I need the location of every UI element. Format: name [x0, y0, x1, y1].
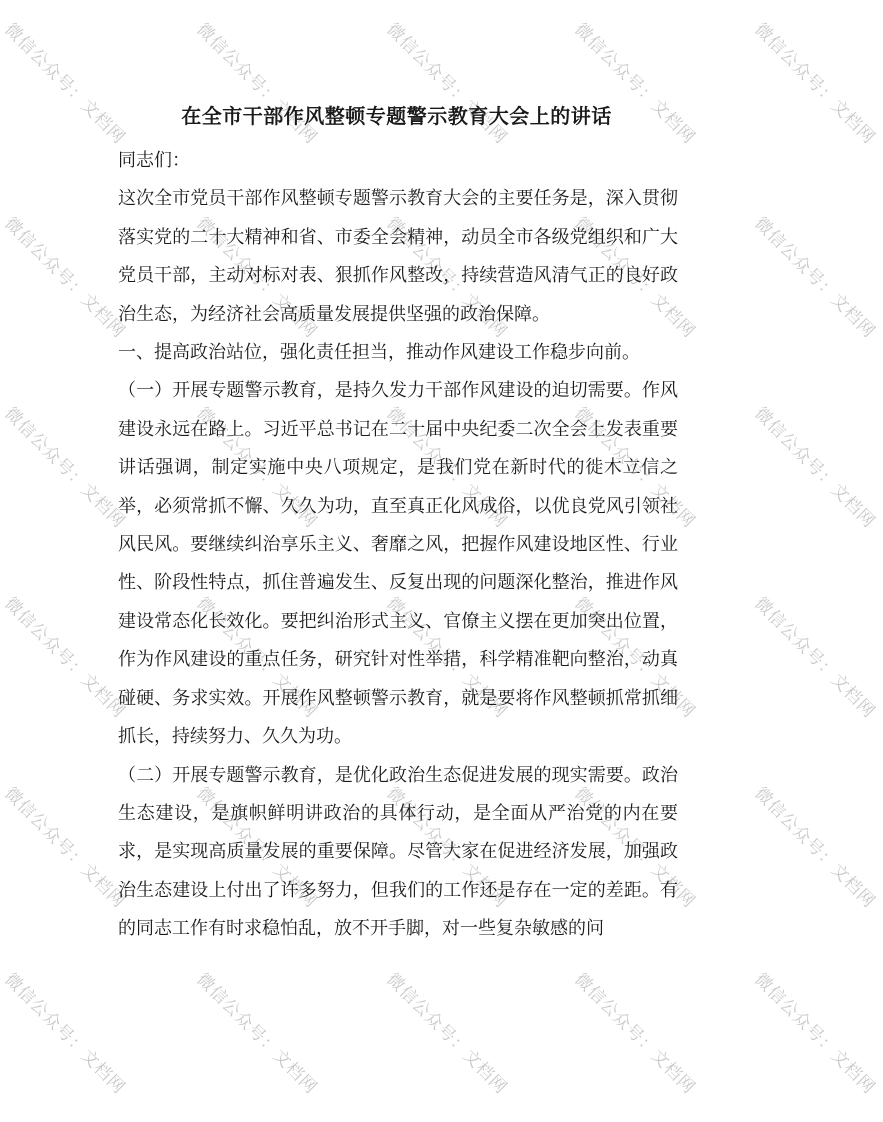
document-title: 在全市干部作风整顿专题警示教育大会上的讲话	[181, 104, 612, 128]
watermark: 微信公众号：文档网	[382, 403, 512, 533]
paragraph-subsection-2: （二）开展专题警示教育，是优化政治生态促进发展的现实需要。政治生态建设，是旗帜鲜明讲政治的具体行动，是全面从严治党的内在要求，是实现高质量发展的重要保障。尽管大家在促进经济发展，加强政治生态建设上付出了许多努力，但我们的工作还是存在一定的差距。有的同志工作有时求稳怕乱，放不开手脚，对一些复杂敏感的问	[118, 764, 678, 940]
watermark: 微信公众号：文档网	[382, 213, 512, 343]
watermark: 微信公众号：文档网	[0, 213, 130, 343]
section-heading-1: 一、提高政治站位，强化责任担当，推动作风建设工作稳步向前。	[118, 342, 640, 364]
watermark: 微信公众号：文档网	[570, 403, 700, 533]
paragraph-subsection-1: （一）开展专题警示教育，是持久发力干部作风建设的迫切需要。作风建设永远在路上。习近平总书记在二十届中央纪委二次全会上发表重要讲话强调，制定实施中央八项规定，是我们党在新时代的徙木立信之举，必须常抓不懈、久久为功，直至真正化风成俗，以优良党风引领社风民风。要继续纠治享乐主义、奢靡之风，把握作风建设地区性、行业性、阶段性特点，抓住普遍发生、反复出现的问题深化整治，推进作风建设常态化长效化。要把纠治形式主义、官僚主义摆在更加突出位置，作为作风建设的重点任务，研究针对性举措，科学精准靶向整治，动真碰硬、务求实效。开展作风整顿警示教育，就是要将作风整顿抓常抓细抓长，持续努力、久久为功。	[118, 380, 678, 748]
watermark: 微信公众号：文档网	[0, 19, 130, 149]
salutation: 同志们：	[118, 150, 190, 171]
watermark: 微信公众号：文档网	[750, 403, 880, 533]
watermark: 微信公众号：文档网	[750, 213, 880, 343]
watermark: 微信公众号：文档网	[750, 969, 880, 1099]
watermark: 微信公众号：文档网	[570, 783, 700, 913]
watermark: 微信公众号：文档网	[192, 19, 322, 149]
watermark: 微信公众号：文档网	[750, 593, 880, 723]
watermark: 微信公众号：文档网	[570, 593, 700, 723]
watermark: 微信公众号：文档网	[382, 783, 512, 913]
watermark: 微信公众号：文档网	[192, 783, 322, 913]
watermark: 微信公众号：文档网	[192, 403, 322, 533]
watermark: 微信公众号：文档网	[382, 19, 512, 149]
document-body	[118, 142, 678, 949]
watermark: 微信公众号：文档网	[0, 969, 130, 1099]
watermark: 微信公众号：文档网	[382, 593, 512, 723]
watermark: 微信公众号：文档网	[192, 213, 322, 343]
watermark: 微信公众号：文档网	[0, 403, 130, 533]
watermark: 微信公众号：文档网	[0, 593, 130, 723]
watermark: 微信公众号：文档网	[382, 969, 512, 1099]
watermark: 微信公众号：文档网	[750, 19, 880, 149]
watermark: 微信公众号：文档网	[750, 783, 880, 913]
watermark: 微信公众号：文档网	[0, 783, 130, 913]
watermark: 微信公众号：文档网	[570, 19, 700, 149]
paragraph-intro: 这次全市党员干部作风整顿专题警示教育大会的主要任务是，深入贯彻落实党的二十大精神和省、市委全会精神，动员全市各级党组织和广大党员干部，主动对标对表、狠抓作风整改，持续营造风清气正的良好政治生态，为经济社会高质量发展提供坚强的政治保障。	[118, 188, 678, 325]
watermark: 微信公众号：文档网	[570, 969, 700, 1099]
watermark: 微信公众号：文档网	[192, 969, 322, 1099]
watermark: 微信公众号：文档网	[570, 213, 700, 343]
watermark: 微信公众号：文档网	[192, 593, 322, 723]
